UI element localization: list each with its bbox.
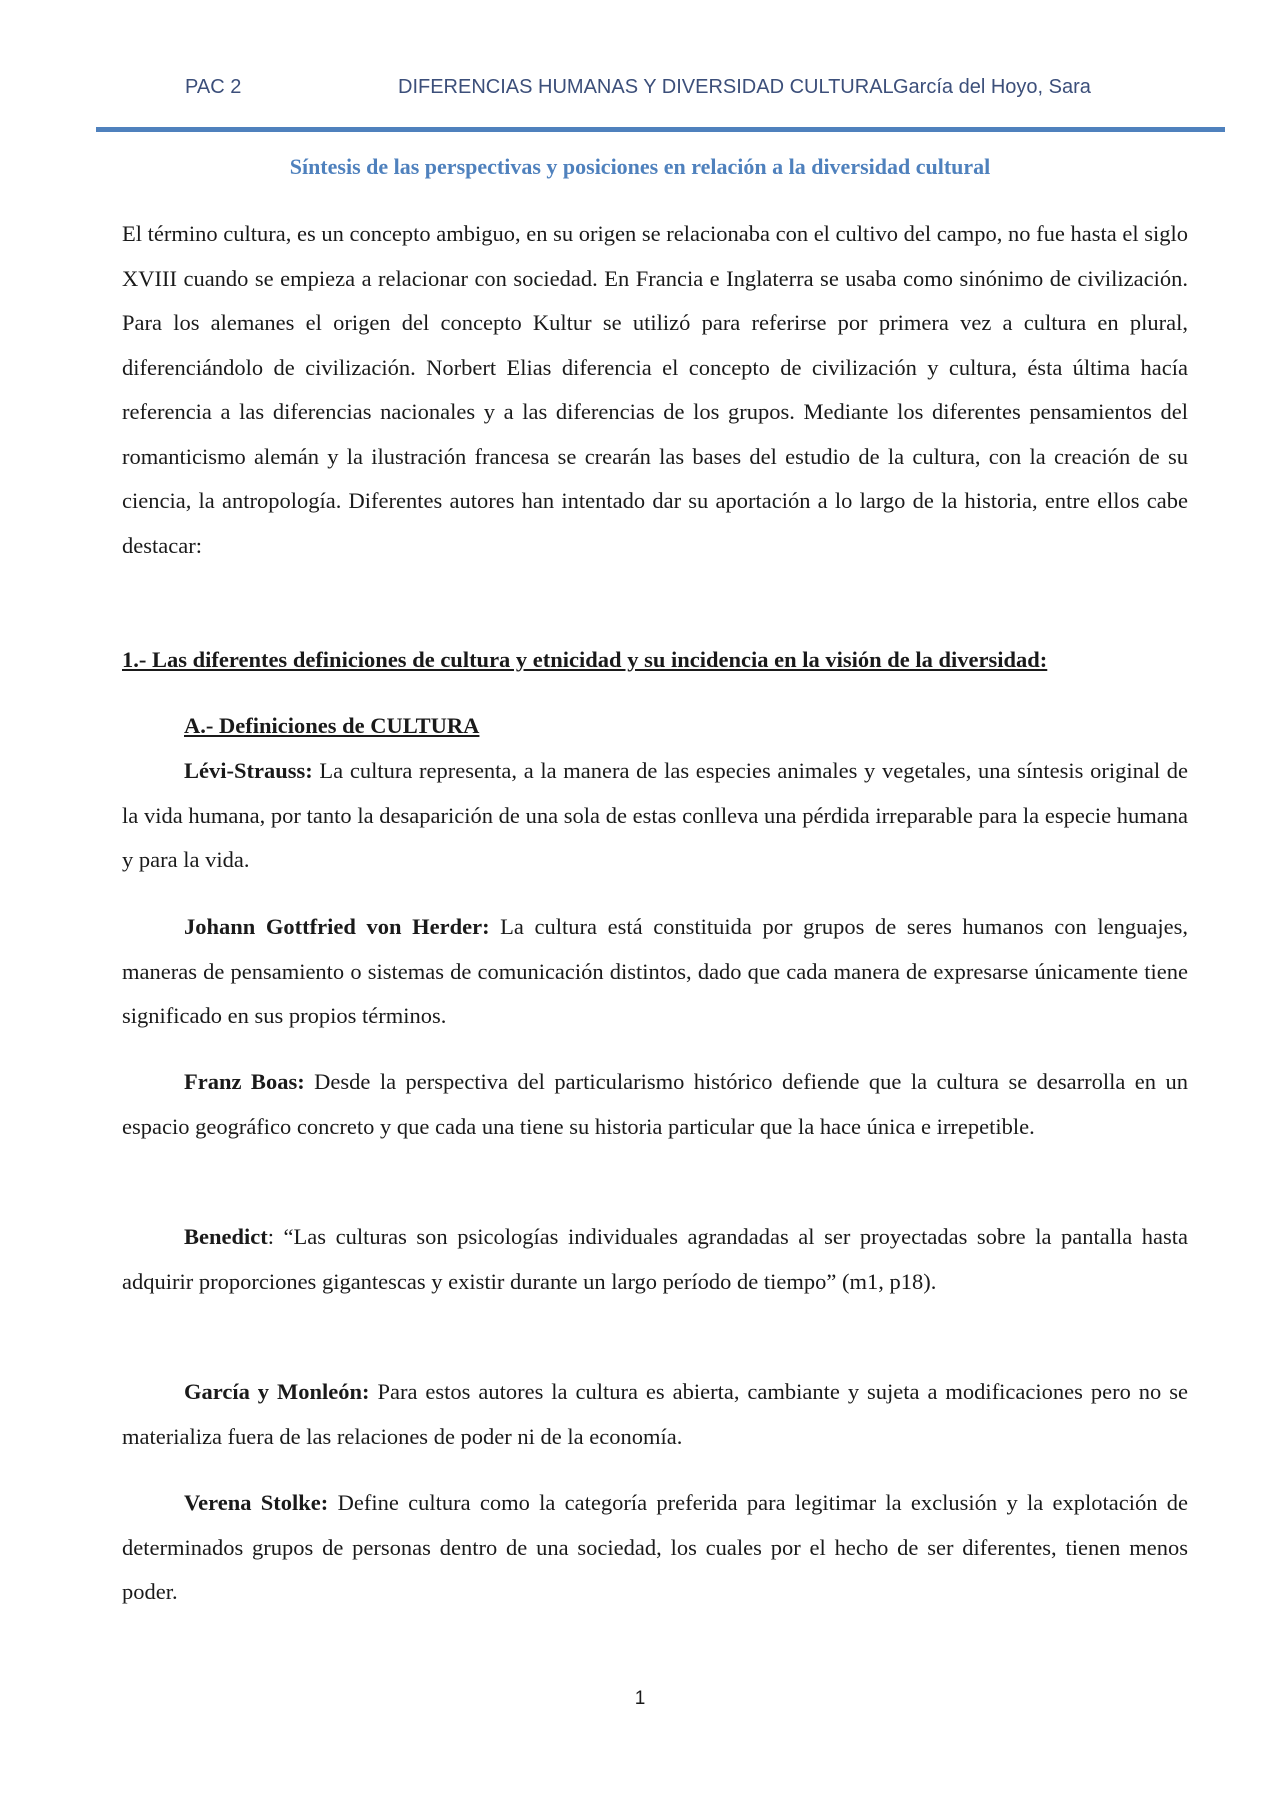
- document-title: Síntesis de las perspectivas y posiciones en relación a la diversidad cultural: [289, 154, 991, 179]
- definition-paragraph: [122, 749, 1188, 883]
- definition-author: Lévi-Strauss:: [184, 758, 313, 783]
- definition-text: Define cultura como la categoría preferida para legitimar la exclusión y la explotación de determinados grupos de personas dentro de una sociedad, los cuales por el hecho de ser diferentes, tienen menos poder.: [122, 1490, 1189, 1604]
- definition-text: : “Las culturas son psicologías individuales agrandadas al ser proyectadas sobre la pantalla hasta adquirir proporciones gigantescas y existir durante un largo período de tiempo” (m1, p18).: [122, 1224, 1188, 1294]
- definition-author: Verena Stolke:: [184, 1490, 329, 1515]
- subsection-heading: A.- Definiciones de CULTURA: [184, 713, 480, 738]
- intro-paragraph: El término cultura, es un concepto ambiguo, en su origen se relacionaba con el cultivo del campo, no fue hasta el siglo XVIII cuando se empieza a relacionar con sociedad. En Francia e Inglaterra se usaba como sinónimo de civilización. Para los alemanes el origen del concepto Kultur se utilizó para referirse por primera vez a cultura en plural, diferenciándolo de civilización. Norbert Elias diferencia el concepto de civilización y cultura, ésta última hacía referencia a las diferencias nacionales y a las diferencias de los grupos. Mediante los diferentes pensamientos del romanticismo alemán y la ilustración francesa se crearán las bases del estudio de la cultura, con la creación de su ciencia, la antropología. Diferentes autores han intentado dar su aportación a lo largo de la historia, entre ellos cabe destacar:: [122, 221, 1188, 558]
- page-header: [0, 76, 1280, 106]
- definition-text: Para estos autores la cultura es abierta, cambiante y sujeta a modificaciones pero no se materializa fuera de las relaciones de poder ni de la economía.: [122, 1379, 1188, 1449]
- definition-paragraph: [122, 1060, 1188, 1149]
- definition-paragraph: [122, 1370, 1188, 1459]
- definition-text: La cultura está constituida por grupos de seres humanos con lenguajes, maneras de pensamiento o sistemas de comunicación distintos, dado que cada manera de expresarse únicamente tiene significado en sus propios términos.: [122, 914, 1188, 1028]
- definition-author: Benedict: [184, 1224, 268, 1249]
- definition-author: García y Monleón:: [184, 1379, 370, 1404]
- definition-author: Franz Boas:: [184, 1069, 305, 1094]
- header-author-name: García del Hoyo, Sara: [893, 76, 1091, 98]
- definition-text: Desde la perspectiva del particularismo histórico defiende que la cultura se desarrolla en un espacio geográfico concreto y que cada una tiene su historia particular que la hace única e irrepetible.: [122, 1069, 1188, 1139]
- header-divider: [96, 127, 1225, 132]
- header-course-title: DIFERENCIAS HUMANAS Y DIVERSIDAD CULTURAL: [398, 76, 894, 98]
- section-heading: 1.- Las diferentes definiciones de cultura y etnicidad y su incidencia en la visión de la diversidad:: [122, 647, 1048, 672]
- definition-paragraph: [122, 905, 1188, 1039]
- definition-text: La cultura representa, a la manera de las especies animales y vegetales, una síntesis original de la vida humana, por tanto la desaparición de una sola de estas conlleva una pérdida irreparable para la especie humana y para la vida.: [122, 758, 1188, 872]
- definition-paragraph: [122, 1481, 1188, 1615]
- page-number: 1: [634, 1688, 646, 1709]
- header-pac-label: PAC 2: [185, 76, 242, 98]
- definition-paragraph: [122, 1215, 1188, 1304]
- definition-author: Johann Gottfried von Herder:: [184, 914, 490, 939]
